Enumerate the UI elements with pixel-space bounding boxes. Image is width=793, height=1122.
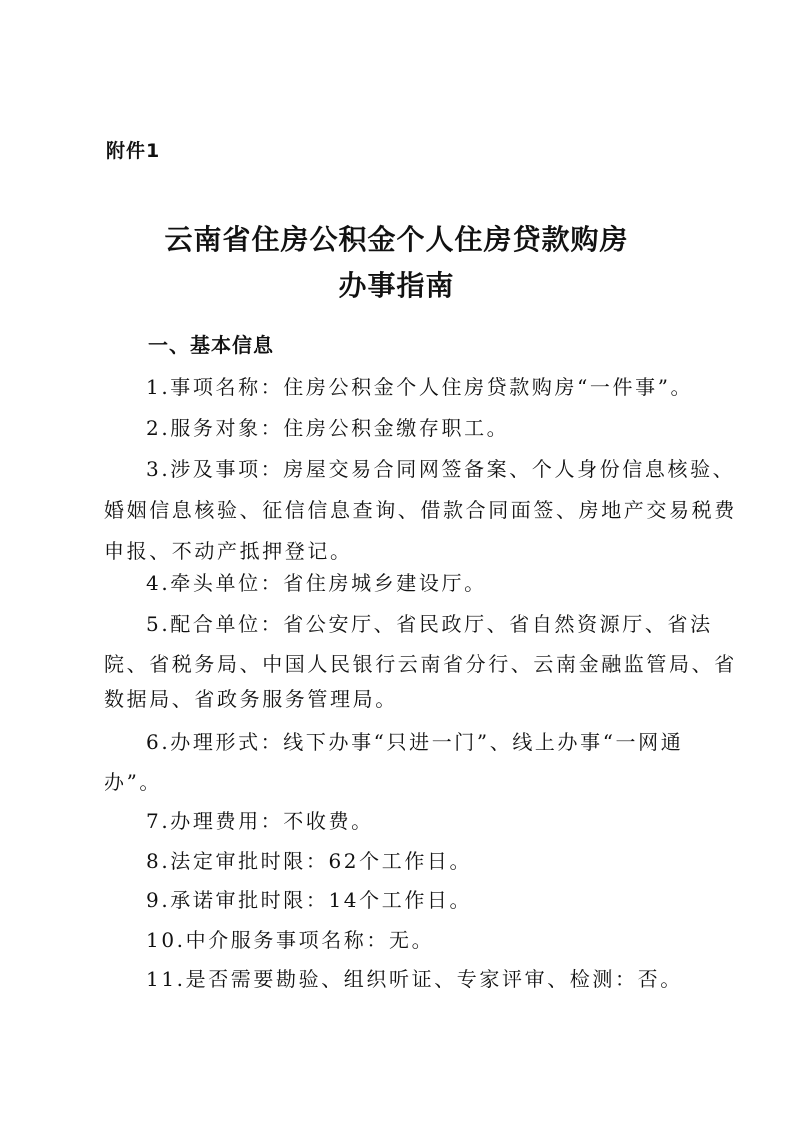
item-2-line: 2.服务对象：住房公积金缴存职工。 xyxy=(146,416,510,440)
item-6-line-1: 6.办理形式：线下办事“只进一门”、线上办事“一网通 xyxy=(146,730,684,754)
item-3-line-3: 申报、不动产抵押登记。 xyxy=(104,539,353,563)
item-4-line: 4.牵头单位：省住房城乡建设厅。 xyxy=(146,571,487,595)
item-5-line-1: 5.配合单位：省公安厅、省民政厅、省自然资源厅、省法 xyxy=(146,612,713,636)
item-9-line: 9.承诺审批时限：14个工作日。 xyxy=(146,888,473,912)
section-heading-basic-info: 一、基本信息 xyxy=(148,333,274,357)
item-1-line: 1.事项名称：住房公积金个人住房贷款购房“一件事”。 xyxy=(146,375,694,399)
item-8-line: 8.法定审批时限：62个工作日。 xyxy=(146,849,473,873)
item-7-line: 7.办理费用：不收费。 xyxy=(146,809,374,833)
attachment-label: 附件1 xyxy=(106,140,161,162)
item-3-line-1: 3.涉及事项：房屋交易合同网签备案、个人身份信息核验、 xyxy=(146,457,736,481)
item-10-line: 10.中介服务事项名称：无。 xyxy=(146,928,435,952)
item-3-line-2: 婚姻信息核验、征信信息查询、借款合同面签、房地产交易税费 xyxy=(104,498,737,522)
item-6-line-2: 办”。 xyxy=(104,770,163,794)
item-11-line: 11.是否需要勘验、组织听证、专家评审、检测：否。 xyxy=(146,967,683,991)
document-title-line-2: 办事指南 xyxy=(338,269,455,302)
document-title-line-1: 云南省住房公积金个人住房贷款购房 xyxy=(164,223,629,256)
item-5-line-2: 院、省税务局、中国人民银行云南省分行、云南金融监管局、省 xyxy=(104,652,737,676)
item-5-line-3: 数据局、省政务服务管理局。 xyxy=(104,687,398,711)
